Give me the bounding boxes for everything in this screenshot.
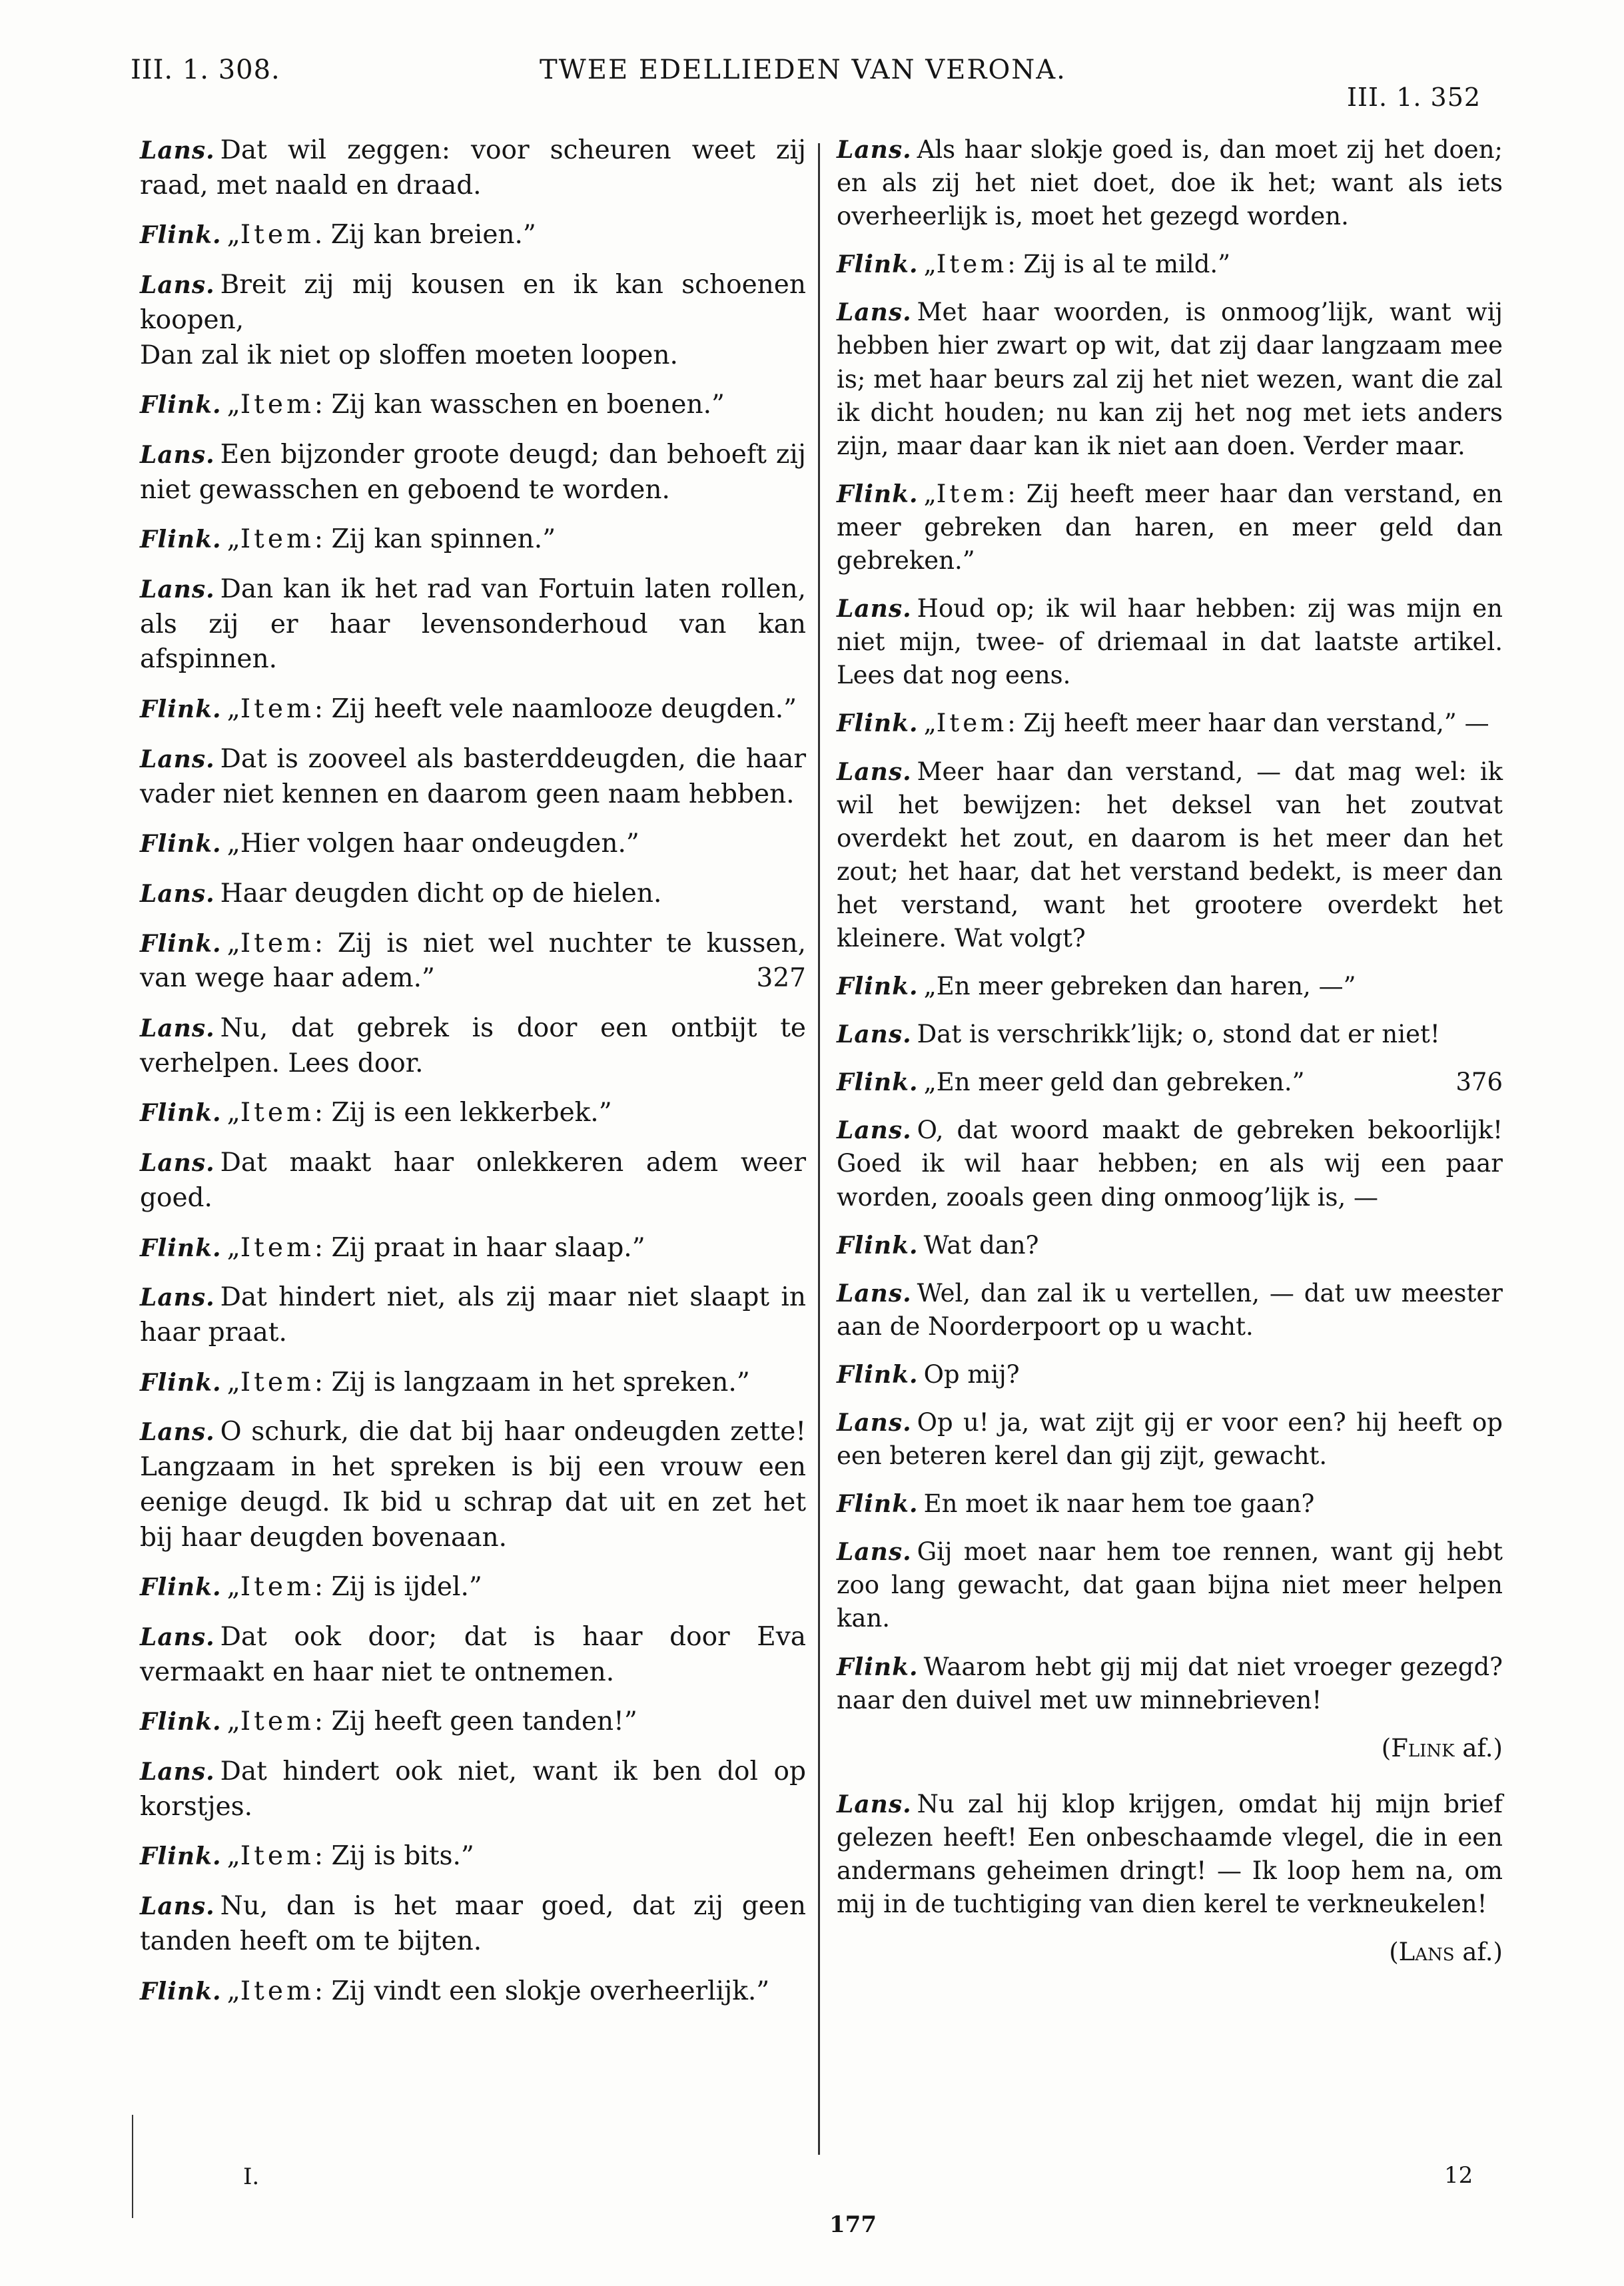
quote-mark: „ — [923, 479, 937, 508]
speech-text: Dat is zooveel als basterddeugden, die haar vader niet kennen en daarom geen naam hebben. — [140, 743, 806, 809]
speaker-name: Flink. — [140, 1099, 222, 1128]
speaker-name: Flink. — [837, 1360, 919, 1389]
dialogue-entry — [140, 388, 806, 423]
speaker-name: Lans. — [140, 440, 215, 469]
speech-text: O schurk, die dat bij haar ondeugden zette! Langzaam in het spreken is bij een vrouw een eenige deugd. Ik bid u schrap dat uit en zet het bij haar deugden bovenaan. — [140, 1417, 806, 1553]
speech-text: Houd op; ik wil haar hebben: zij was mijn en niet mijn, twee- of driemaal in dat laatste artikel. Lees dat nog eens. — [837, 594, 1503, 690]
speech-text: Nu, dan is het maar goed, dat zij geen tanden heeft om te bijten. — [140, 1891, 806, 1956]
speaker-name: Lans. — [837, 757, 912, 786]
dialogue-entry — [837, 1114, 1503, 1214]
dialogue-entry — [140, 1146, 806, 1216]
speech-text: : Zij is al te mild.” — [1007, 250, 1231, 279]
speech-text: Haar deugden dicht op de hielen. — [220, 878, 662, 909]
speaker-name: Flink. — [140, 1708, 222, 1736]
speaker-name: Flink. — [140, 526, 222, 554]
speaker-name: Flink. — [837, 250, 919, 279]
dialogue-entry — [837, 133, 1503, 233]
dialogue-line — [837, 1788, 1503, 1921]
speech-text: Breit zij mij kousen en ik kan schoenen koopen, — [140, 270, 806, 335]
verse-line: Dan zal ik niet op sloffen moeten loopen. — [140, 340, 678, 370]
item-label: Item — [240, 1707, 314, 1737]
dialogue-entry — [837, 592, 1503, 692]
signature-mark-left: I. — [243, 2163, 260, 2190]
speaker-name: Lans. — [837, 595, 912, 623]
dialogue-line — [837, 1066, 1503, 1099]
line-number: 327 — [756, 963, 806, 994]
dialogue-line — [140, 1889, 806, 1959]
dialogue-line — [140, 438, 806, 508]
dialogue-line — [140, 692, 806, 727]
dialogue-entry — [140, 218, 806, 253]
dialogue-line — [837, 1358, 1503, 1391]
speaker-name: Lans. — [837, 1279, 912, 1308]
speaker-name: Flink. — [837, 972, 919, 1001]
speaker-name: Lans. — [140, 1623, 215, 1651]
dialogue-line — [140, 1365, 806, 1401]
dialogue-entry — [140, 133, 806, 203]
speech-text: Dan kan ik het rad van Fortuin laten rollen, als zij er haar levensonderhoud van kan afspinnen. — [140, 574, 806, 675]
speaker-name: Flink. — [140, 1368, 222, 1397]
dialogue-entry — [140, 742, 806, 812]
dialogue-line — [140, 1415, 806, 1555]
dialogue-entry — [837, 248, 1503, 281]
running-head-title: TWEE EDELLIEDEN VAN VERONA. — [540, 55, 1066, 85]
quote-mark: „ — [226, 1841, 240, 1872]
quote-mark: „ — [226, 1232, 240, 1263]
speech-text: . Zij kan breien.” — [314, 220, 536, 250]
item-label: Item — [936, 709, 1008, 738]
speaker-name: Flink. — [140, 830, 222, 859]
speaker-name: Flink. — [140, 695, 222, 724]
dialogue-entry — [837, 1487, 1503, 1521]
speech-text: Op mij? — [923, 1359, 1020, 1389]
speaker-name: Flink. — [140, 221, 222, 250]
dialogue-line — [837, 1277, 1503, 1343]
speech-text: O, dat woord maakt de gebreken bekoorlijk! Goed ik wil haar hebben; en als wij een paar worden, zooals geen ding onmoog’lijk is, — — [837, 1116, 1503, 1212]
dialogue-entry — [140, 572, 806, 677]
item-label: Item — [240, 390, 314, 420]
speaker-name: Lans. — [140, 1418, 215, 1447]
speech-text: : Zij is een lekkerbek.” — [314, 1098, 612, 1128]
speaker-name: Flink. — [837, 709, 919, 738]
quote-mark: „ — [923, 709, 937, 738]
speech-text: „Hier volgen haar ondeugden.” — [226, 829, 639, 859]
dialogue-entry — [837, 1066, 1503, 1099]
speech-text: En moet ik naar hem toe gaan? — [923, 1489, 1315, 1519]
dialogue-line — [140, 1570, 806, 1605]
stage-direction — [837, 1936, 1503, 1969]
speech-text: Nu, dat gebrek is door een ontbijt te verhelpen. Lees door. — [140, 1013, 806, 1078]
speaker-name: Lans. — [140, 1149, 215, 1178]
stage-direction — [837, 1732, 1503, 1765]
dialogue-entry — [837, 478, 1503, 577]
item-label: Item — [240, 1976, 314, 2006]
quote-mark: „ — [226, 220, 240, 250]
stage-open: ( — [1381, 1733, 1392, 1762]
speech-text: Als haar slokje goed is, dan moet zij het doen; en als zij het niet doet, doe ik het; want als iets overheerlijk is, moet het gezegd worden. — [837, 135, 1503, 231]
speech-text: Nu zal hij klop krijgen, omdat hij mijn brief gelezen heeft! Een onbeschaamde vlegel, die in een andermans geheimen dringt! — Ik loop hem na, om mij in de tuchtiging van dien kerel te verkneukelen! — [837, 1789, 1503, 1919]
dialogue-entry — [837, 1358, 1503, 1391]
dialogue-entry — [837, 755, 1503, 956]
speech-text: Dat ook door; dat is haar door Eva vermaakt en haar niet te ontnemen. — [140, 1621, 806, 1687]
page-number: 177 — [829, 2211, 877, 2238]
speaker-name: Flink. — [140, 929, 222, 958]
speaker-name: Flink. — [140, 1842, 222, 1871]
dialogue-line — [837, 478, 1503, 577]
dialogue-entry — [837, 1535, 1503, 1635]
speaker-name: Lans. — [837, 136, 912, 164]
dialogue-line — [837, 1535, 1503, 1635]
dialogue-line — [140, 742, 806, 812]
speaker-name: Lans. — [140, 745, 215, 773]
dialogue-entry — [140, 927, 806, 996]
quote-mark: „ — [226, 1976, 240, 2006]
dialogue-entry — [140, 1620, 806, 1690]
speaker-name: Lans. — [837, 298, 912, 327]
dialogue-line — [140, 1096, 806, 1131]
item-label: Item — [240, 1232, 314, 1263]
speaker-name: Flink. — [837, 480, 919, 508]
speaker-name: Lans. — [140, 1758, 215, 1786]
item-label: Item — [240, 1841, 314, 1872]
speech-text: Gij moet naar hem toe rennen, want gij hebt zoo lang gewacht, dat gaan bijna niet meer helpen kan. — [837, 1537, 1503, 1633]
speech-text: Dat hindert niet, als zij maar niet slaapt in haar praat. — [140, 1282, 806, 1347]
item-label: Item — [240, 694, 314, 725]
dialogue-entry — [140, 1415, 806, 1555]
quote-mark: „ — [226, 694, 240, 725]
item-label: Item — [936, 250, 1008, 279]
dialogue-entry — [140, 438, 806, 508]
dialogue-entry — [837, 1406, 1503, 1473]
speaker-name: Lans. — [140, 1284, 215, 1312]
dialogue-line — [140, 1754, 806, 1824]
item-label: Item — [240, 1098, 314, 1128]
speech-text: : Zij heeft vele naamlooze deugden.” — [314, 694, 797, 725]
speaker-name: Lans. — [837, 1409, 912, 1437]
dialogue-entry — [140, 1974, 806, 2010]
dialogue-line — [140, 1280, 806, 1350]
speech-text: : Zij heeft meer haar dan verstand,” — — [1007, 709, 1489, 738]
dialogue-entry — [140, 877, 806, 912]
speaker-name: Lans. — [140, 271, 215, 300]
speech-text: Dat is verschrikk’lijk; o, stond dat er niet! — [917, 1020, 1440, 1049]
speech-text: „En meer gebreken dan haren, —” — [923, 972, 1356, 1001]
speaker-name: Lans. — [140, 1892, 215, 1921]
dialogue-entry — [140, 1011, 806, 1081]
dialogue-line — [140, 572, 806, 677]
speech-text: Waarom hebt gij mij dat niet vroeger gezegd? naar den duivel met uw minnebrieven! — [837, 1652, 1503, 1714]
dialogue-line — [837, 592, 1503, 692]
line-number: 376 — [1455, 1068, 1503, 1097]
dialogue-entry — [140, 522, 806, 558]
speech-text: Dat wil zeggen: voor scheuren weet zij raad, met naald en draad. — [140, 135, 806, 200]
dialogue-line — [140, 1231, 806, 1266]
dialogue-line — [140, 1705, 806, 1740]
dialogue-line — [837, 296, 1503, 462]
speech-text: Met haar woorden, is onmoog’lijk, want wij hebben hier zwart op wit, dat zij daar langzaam mee is; met haar beurs zal zij het niet wezen, want die zal ik dicht houden; nu kan zij het nog met iets anders zijn, maar daar kan ik niet aan doen. Verder maar. — [837, 298, 1503, 460]
speaker-name: Lans. — [140, 575, 215, 604]
dialogue-line — [140, 268, 806, 338]
stage-close: af.) — [1454, 1733, 1503, 1762]
dialogue-line — [140, 1974, 806, 2010]
dialogue-entry — [140, 1280, 806, 1350]
item-label: Item — [240, 524, 314, 555]
speaker-name: Flink. — [140, 1234, 222, 1262]
speech-text: : Zij is bits.” — [314, 1841, 474, 1872]
dialogue-line — [837, 133, 1503, 233]
margin-rule — [132, 2115, 133, 2218]
quote-mark: „ — [226, 390, 240, 420]
speech-text: Een bijzonder groote deugd; dan behoeft zij niet gewasschen en geboend te worden. — [140, 439, 806, 505]
stage-close: af.) — [1454, 1938, 1503, 1967]
item-label: Item — [240, 928, 314, 958]
running-head-right: III. 1. 352 — [1347, 83, 1481, 112]
quote-mark: „ — [226, 1572, 240, 1603]
speech-text: : Zij heeft geen tanden!” — [314, 1707, 637, 1737]
speech-text: : Zij is ijdel.” — [314, 1572, 482, 1603]
dialogue-entry — [140, 692, 806, 727]
dialogue-entry — [140, 1754, 806, 1824]
dialogue-entry — [140, 1570, 806, 1605]
dialogue-entry — [140, 827, 806, 862]
quote-mark: „ — [226, 1098, 240, 1128]
speech-text: Dat maakt haar onlekkeren adem weer goed. — [140, 1148, 806, 1213]
dialogue-entry — [140, 1365, 806, 1401]
speaker-name: Flink. — [837, 1231, 919, 1260]
quote-mark: „ — [923, 250, 937, 279]
left-column — [140, 133, 806, 2024]
item-label: Item — [936, 479, 1008, 508]
dialogue-line — [837, 1651, 1503, 1717]
speaker-name: Flink. — [140, 1573, 222, 1602]
speech-text: : Zij vindt een slokje overheerlijk.” — [314, 1976, 770, 2006]
dialogue-line — [837, 1487, 1503, 1521]
right-column — [837, 133, 1503, 1992]
dialogue-line — [140, 1839, 806, 1874]
dialogue-line — [140, 1146, 806, 1216]
item-label: Item — [240, 220, 314, 250]
quote-mark: „ — [226, 1707, 240, 1737]
dialogue-line — [140, 388, 806, 423]
speaker-name: Flink. — [140, 391, 222, 420]
running-head-left: III. 1. 308. — [131, 55, 280, 85]
dialogue-line — [140, 877, 806, 912]
dialogue-line — [140, 522, 806, 558]
dialogue-entry — [140, 268, 806, 373]
dialogue-entry — [140, 1889, 806, 1959]
speech-text: Op u! ja, wat zijt gij er voor een? hij heeft op een beteren kerel dan gij zijt, gewacht. — [837, 1408, 1503, 1471]
dialogue-line — [140, 927, 806, 996]
dialogue-line — [140, 1011, 806, 1081]
speech-text: Wel, dan zal ik u vertellen, — dat uw meester aan de Noorderpoort op u wacht. — [837, 1278, 1503, 1341]
speaker-name: Flink. — [140, 1977, 222, 2006]
item-label: Item — [240, 1572, 314, 1603]
dialogue-entry — [140, 1705, 806, 1740]
stage-character: Flink — [1391, 1733, 1455, 1762]
dialogue-line — [837, 1114, 1503, 1214]
speech-text: : Zij kan wasschen en boenen.” — [314, 390, 725, 420]
dialogue-entry — [837, 970, 1503, 1003]
dialogue-line — [837, 970, 1503, 1003]
dialogue-entry — [837, 1018, 1503, 1051]
speech-text: Dat hindert ook niet, want ik ben dol op korstjes. — [140, 1756, 806, 1822]
speech-text: : Zij is niet wel nuchter te kussen, van wege haar adem.” — [140, 928, 806, 994]
speaker-name: Lans. — [837, 1790, 912, 1818]
stage-character: Lans — [1398, 1938, 1455, 1967]
speaker-name: Lans. — [837, 1020, 912, 1049]
dialogue-entry — [837, 707, 1503, 740]
dialogue-line — [837, 1406, 1503, 1473]
dialogue-line — [837, 1229, 1503, 1262]
dialogue-line — [140, 1620, 806, 1690]
speaker-name: Lans. — [140, 879, 215, 908]
speech-text: : Zij kan spinnen.” — [314, 524, 556, 555]
dialogue-line — [140, 133, 806, 203]
speech-text: Wat dan? — [923, 1230, 1039, 1260]
item-label: Item — [240, 1367, 314, 1397]
stage-open: ( — [1389, 1938, 1399, 1967]
dialogue-entry — [837, 1651, 1503, 1717]
speaker-name: Lans. — [140, 1014, 215, 1043]
dialogue-line — [140, 827, 806, 862]
dialogue-entry — [837, 1229, 1503, 1262]
speaker-name: Flink. — [837, 1653, 919, 1681]
quote-mark: „ — [226, 928, 240, 958]
speaker-name: Flink. — [837, 1490, 919, 1519]
column-divider — [818, 143, 820, 2155]
dialogue-line — [837, 707, 1503, 740]
dialogue-entry — [140, 1231, 806, 1266]
speech-text: : Zij is langzaam in het spreken.” — [314, 1367, 750, 1397]
dialogue-line — [837, 755, 1503, 956]
dialogue-line — [837, 248, 1503, 281]
dialogue-line — [140, 218, 806, 253]
dialogue-entry — [837, 1277, 1503, 1343]
speech-text: „En meer geld dan gebreken.” — [923, 1068, 1305, 1097]
speaker-name: Lans. — [837, 1116, 912, 1145]
speaker-name: Lans. — [837, 1538, 912, 1567]
dialogue-entry — [140, 1096, 806, 1131]
speaker-name: Flink. — [837, 1068, 919, 1097]
dialogue-entry — [140, 1839, 806, 1874]
quote-mark: „ — [226, 1367, 240, 1397]
dialogue-entry — [837, 1788, 1503, 1921]
quote-mark: „ — [226, 524, 240, 555]
dialogue-line — [837, 1018, 1503, 1051]
dialogue-entry — [837, 296, 1503, 462]
speaker-name: Lans. — [140, 137, 215, 165]
speech-text: : Zij heeft meer haar dan verstand, en meer gebreken dan haren, en meer geld dan gebreken.” — [837, 479, 1503, 575]
signature-mark-right: 12 — [1444, 2162, 1473, 2189]
speech-text: Meer haar dan verstand, — dat mag wel: ik wil het bewijzen: het deksel van het zoutvat overdekt het zout, en daarom is het meer dan het zout; het haar, dat het verstand bedekt, is meer dan het verstand, want het grootere overdekt het kleinere. Wat volgt? — [837, 757, 1503, 952]
speech-text: : Zij praat in haar slaap.” — [314, 1232, 645, 1263]
